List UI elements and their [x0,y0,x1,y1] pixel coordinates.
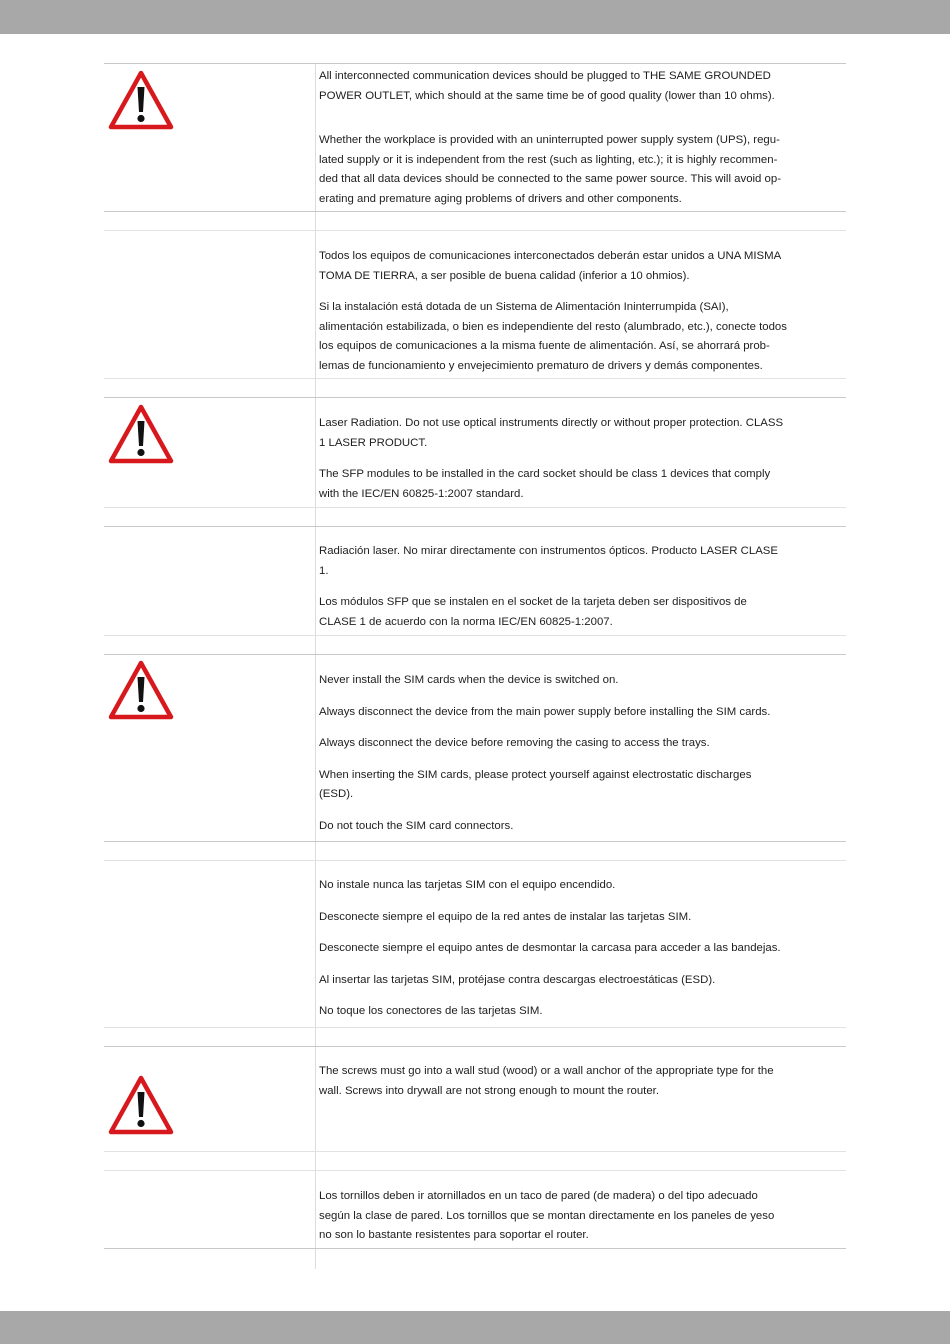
text-line: No instale nunca las tarjetas SIM con el equipo encendido. [319,879,616,891]
text-line: Radiación laser. No mirar directamente con instrumentos ópticos. Producto LASER CLASE [319,545,779,557]
table-rule [104,654,846,655]
warning-laser-es [319,542,845,632]
text-line: ded that all data devices should be connected to the same power source. This will avoid op- [319,173,782,185]
warning-screws-en [319,1062,845,1101]
text-line: Whether the workplace is provided with an uninterrupted power supply system (UPS), regu- [319,134,780,146]
text-line: Los módulos SFP que se instalen en el socket de la tarjeta deben ser dispositivos de [319,596,747,608]
warning-triangle-icon [108,70,174,130]
text-line: Always disconnect the device from the main power supply before installing the SIM cards. [319,705,771,718]
warning-grounding-es [319,247,845,376]
text-line: (ESD). [319,788,354,800]
text-line: When inserting the SIM cards, please protect yourself against electrostatic discharges [319,768,752,781]
text-line: The screws must go into a wall stud (wood) or a wall anchor of the appropriate type for the [319,1065,774,1077]
text-line: Do not touch the SIM card connectors. [319,819,514,832]
table-rule [104,526,846,527]
text-line: erating and premature aging problems of drivers and other components. [319,192,682,205]
warning-triangle-icon [108,1075,174,1135]
warning-triangle-icon [108,404,174,464]
warning-screws-es [319,1187,845,1246]
text-line: with the IEC/EN 60825-1:2007 standard. [319,487,524,500]
table-rule [104,63,846,64]
table-rule [104,1151,846,1152]
table-rule [104,1170,846,1171]
text-line: Always disconnect the device before removing the casing to access the trays. [319,737,710,749]
warning-sim-en [319,671,845,836]
header-bar [0,0,950,34]
table-rule [104,860,846,861]
text-line: CLASE 1 de acuerdo con la norma IEC/EN 60825-1:2007. [319,615,613,628]
table-rule [104,507,846,508]
text-line: TOMA DE TIERRA, a ser posible de buena calidad (inferior a 10 ohmios). [319,269,690,282]
table-rule [104,397,846,398]
text-line: 1 LASER PRODUCT. [319,436,428,449]
warning-laser-en [319,414,845,504]
text-line: POWER OUTLET, which should at the same time be of good quality (lower than 10 ohms). [319,89,775,102]
text-line: Todos los equipos de comunicaciones interconectados deberán estar unidos a UNA MISMA [319,250,782,262]
text-line: Laser Radiation. Do not use optical instruments directly or without proper protection. CLASS [319,417,784,429]
warning-grounding-en [319,67,845,209]
text-line: según la clase de pared. Los tornillos que se montan directamente en los paneles de yeso [319,1209,775,1222]
text-line: Desconecte siempre el equipo de la red antes de instalar las tarjetas SIM. [319,910,692,923]
text-line: All interconnected communication devices should be plugged to THE SAME GROUNDED [319,70,771,82]
text-line: The SFP modules to be installed in the card socket should be class 1 devices that comply [319,468,771,480]
text-line: Never install the SIM cards when the device is switched on. [319,674,619,686]
table-rule [104,230,846,231]
text-line: lemas de funcionamiento y envejecimiento prematuro de drivers y demás componentes. [319,359,763,372]
text-line: los equipos de comunicaciones a la misma fuente de alimentación. Así, se ahorrará prob- [319,340,770,352]
text-line: No toque los conectores de las tarjetas SIM. [319,1005,543,1017]
table-rule [104,378,846,379]
text-line: no son lo bastante resistentes para soportar el router. [319,1229,589,1241]
table-rule [104,841,846,842]
text-line: alimentación estabilizada, o bien es independiente del resto (alumbrado, etc.), conecte todos [319,320,787,333]
table-rule [104,1027,846,1028]
table-rule [104,211,846,212]
warning-sim-es [319,876,845,1022]
text-line: Desconecte siempre el equipo antes de desmontar la carcasa para acceder a las bandejas. [319,942,781,954]
text-line: Los tornillos deben ir atornillados en un taco de pared (de madera) o del tipo adecuado [319,1190,758,1202]
text-line: wall. Screws into drywall are not strong enough to mount the router. [319,1084,660,1097]
table-rule [104,1046,846,1047]
column-divider [315,63,316,1269]
table-rule [104,635,846,636]
text-line: 1. [319,564,329,577]
footer-bar [0,1311,950,1344]
text-line: Al insertar las tarjetas SIM, protéjase contra descargas electroestáticas (ESD). [319,973,716,986]
text-line: Si la instalación está dotada de un Sistema de Alimentación Ininterrumpida (SAI), [319,301,729,313]
warning-triangle-icon [108,660,174,720]
table-rule [104,1248,846,1249]
text-line: lated supply or it is independent from the rest (such as lighting, etc.); it is highly recommen- [319,153,778,166]
